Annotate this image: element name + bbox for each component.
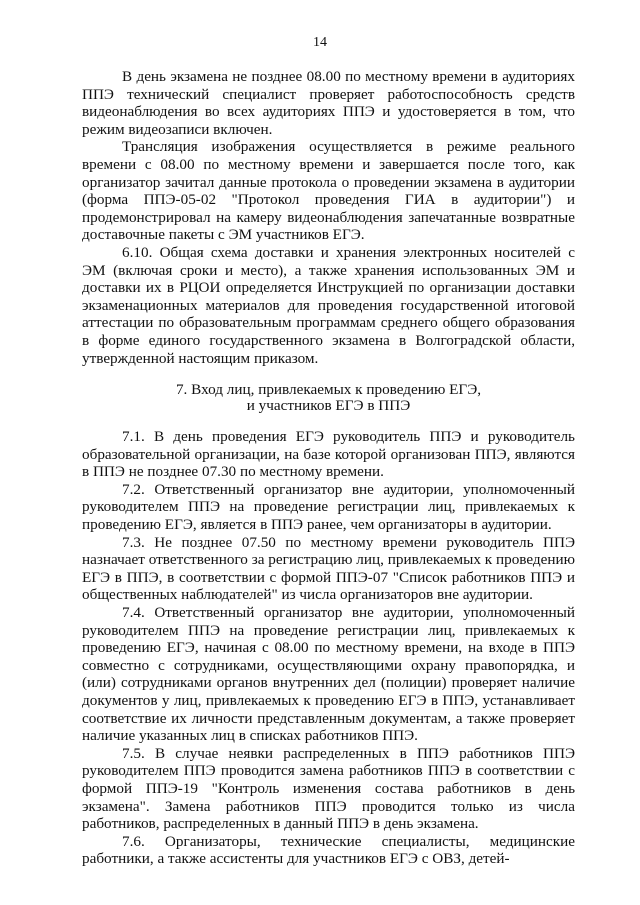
paragraph-7-1: 7.1. В день проведения ЕГЭ руководитель ППЭ и руководитель образовательной организации, на базе которой организован ППЭ, являются в ППЭ не позднее 07.30 по местному времени. (82, 428, 575, 481)
paragraph-7-2: 7.2. Ответственный организатор вне аудитории, уполномоченный руководителем ППЭ на проведение регистрации лиц, привлекаемых к проведению ЕГЭ, является в ППЭ ранее, чем организаторы в аудитории. (82, 480, 575, 534)
page-number: 14 (313, 35, 327, 50)
paragraph-6-10: 6.10. Общая схема доставки и хранения электронных носителей с ЭМ (включая сроки и место), а также хранения использованных ЭМ и доставки их в РЦОИ определяется Инструкцией по организации доставки экзаменационных материалов для проведения государственной итоговой аттестации по образовательным программам среднего общего образования в форме единого государственного экзамена в Волгоградской области, утвержденной настоящим приказом. (82, 243, 575, 367)
paragraph-video-check: В день экзамена не позднее 08.00 по местному времени в аудиториях ППЭ технический специалист проверяет работоспособность средств видеонаблюдения во всех аудиториях ППЭ и удостоверяется в том, что режим видеозаписи включен. (82, 68, 575, 138)
paragraph-video-broadcast: Трансляция изображения осуществляется в режиме реального времени с 08.00 по местному времени и завершается после того, как организатор зачитал данные протокола о проведении экзамена в аудитории (форма ППЭ-05-02 "Протокол проведения ГИА в аудитории") и продемонстрировал на камеру видеонаблюдения запечатанные возвратные доставочные пакеты с ЭМ участников ЕГЭ. (82, 138, 575, 244)
section-heading-line-2: и участников ЕГЭ в ППЭ (246, 397, 411, 415)
section-heading-line-1: 7. Вход лиц, привлекаемых к проведению ЕГЭ, (175, 381, 482, 399)
section-heading-7 (82, 382, 575, 414)
document-body (82, 68, 575, 868)
paragraph-7-6: 7.6. Организаторы, технические специалисты, медицинские работники, а также ассистенты для участников ЕГЭ с ОВЗ, детей- (82, 832, 575, 868)
paragraph-7-5: 7.5. В случае неявки распределенных в ППЭ работников ППЭ руководителем ППЭ проводится замена работников ППЭ в соответствии с формой ППЭ-19 "Контроль изменения состава работников в день экзамена". Замена работников ППЭ проводится только из числа работников, распределенных в данный ППЭ в день экзамена. (82, 744, 575, 833)
paragraph-7-3: 7.3. Не позднее 07.50 по местному времени руководитель ППЭ назначает ответственного за регистрацию лиц, привлекаемых к проведению ЕГЭ в ППЭ, в соответствии с формой ППЭ-07 "Список работников ППЭ и общественных наблюдателей" из числа организаторов вне аудитории. (82, 533, 575, 604)
paragraph-7-4: 7.4. Ответственный организатор вне аудитории, уполномоченный руководителем ППЭ на проведение регистрации лиц, привлекаемых к проведению ЕГЭ, начиная с 08.00 по местному времени, на входе в ППЭ совместно с сотрудниками, осуществляющими охрану правопорядка, и (или) сотрудниками органов внутренних дел (полиции) проверяет наличие документов у лиц, привлекаемых к проведению ЕГЭ в ППЭ, устанавливает соответствие их личности представленным документам, а также проверяет наличие указанных лиц в списках работников ППЭ. (82, 604, 575, 745)
